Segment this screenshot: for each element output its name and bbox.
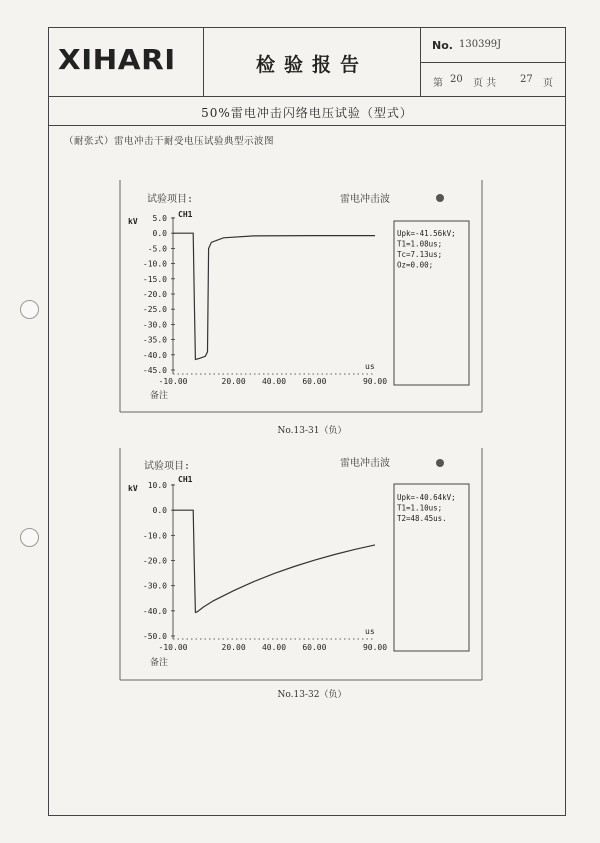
test-item-label: 试验项目:: [147, 194, 194, 205]
y-tick-label: 5.0: [152, 214, 167, 223]
title-cell: [204, 28, 421, 96]
report-number-label: No.: [432, 39, 453, 52]
y-unit-label: kV: [128, 484, 138, 493]
x-tick-label: 20.00: [221, 377, 246, 386]
y-tick-label: -10.0: [142, 259, 167, 269]
y-tick-label: -45.0: [142, 366, 167, 375]
y-axis: [143, 481, 175, 641]
oscillogram-2: [118, 448, 484, 684]
y-tick-label: -30.0: [142, 581, 167, 591]
readout-line: T2=48.45us.: [397, 514, 447, 523]
x-axis: [159, 377, 388, 386]
channel-label: CH1: [178, 475, 193, 484]
y-tick-label: -40.0: [142, 350, 167, 360]
x-tick-label: -10.00: [158, 643, 188, 652]
readout-line: T1=1.08us;: [397, 239, 443, 249]
y-tick-label: -25.0: [142, 305, 167, 315]
test-item-label: 试验项目:: [144, 461, 191, 472]
y-tick-label: -50.0: [142, 632, 167, 641]
waveform-trace: [173, 510, 375, 612]
x-unit-label: us: [365, 627, 375, 636]
waveform-trace: [173, 233, 375, 359]
section-title: 50%雷电冲击闪络电压试验（型式）: [201, 106, 413, 120]
readout-line: T1=1.10us;: [397, 503, 443, 513]
status-dot-icon: [436, 194, 444, 202]
y-axis: [143, 214, 175, 375]
readout-line: Upk=-41.56kV;: [397, 229, 456, 238]
report-number-value: 130399J: [459, 39, 502, 50]
y-tick-label: 0.0: [152, 229, 167, 239]
figure-subtitle: （耐张式）雷电冲击干耐受电压试验典型示波图: [64, 136, 275, 147]
readout-line: Oz=0.00;: [397, 260, 434, 270]
y-tick-label: 0.0: [152, 506, 167, 516]
y-tick-label: -35.0: [142, 335, 167, 345]
y-tick-label: -5.0: [147, 244, 167, 254]
oscillogram-1: [118, 180, 484, 416]
company-logo: XIHARI: [58, 43, 176, 76]
y-tick-label: -15.0: [142, 274, 167, 284]
page-current: 20: [450, 74, 463, 85]
y-tick-label: -10.0: [142, 531, 167, 541]
y-tick-label: -30.0: [142, 320, 167, 330]
x-tick-label: 40.00: [261, 643, 287, 652]
report-header: [49, 28, 565, 97]
x-tick-label: 40.00: [261, 377, 287, 386]
x-tick-label: 60.00: [302, 377, 327, 386]
doc-title: 检验报告: [255, 54, 368, 76]
figure-caption-2: No.13-32（负）: [277, 690, 347, 700]
y-tick-label: -20.0: [142, 556, 167, 566]
page-mid-text: 页 共: [473, 78, 497, 89]
binder-hole-top: [20, 300, 39, 319]
readout-text: [397, 229, 456, 270]
page-prefix: 第: [433, 78, 443, 89]
readout-text: [397, 493, 456, 523]
report-number-cell: [421, 28, 565, 63]
wave-label: 雷电冲击波: [340, 194, 390, 205]
logo-cell: [49, 28, 204, 96]
page-suffix: 页: [543, 78, 553, 89]
section-title-row: [49, 97, 565, 126]
wave-label: 雷电冲击波: [340, 458, 390, 469]
x-tick-label: 20.00: [221, 643, 246, 652]
x-tick-label: 90.00: [362, 377, 388, 386]
x-tick-label: -10.00: [158, 377, 188, 386]
y-tick-label: -20.0: [142, 290, 167, 299]
y-unit-label: kV: [128, 217, 138, 226]
page-total: 27: [520, 74, 533, 85]
page-number-cell: [421, 63, 565, 96]
y-tick-label: -40.0: [142, 606, 167, 616]
y-tick-label: 10.0: [147, 481, 167, 490]
binder-hole-bottom: [20, 528, 39, 547]
x-unit-label: us: [365, 362, 375, 371]
remark-label: 备注: [150, 658, 169, 668]
readout-line: Tc=7.13us;: [397, 250, 443, 259]
readout-line: Upk=-40.64kV;: [397, 493, 456, 502]
x-tick-label: 90.00: [362, 643, 388, 652]
channel-label: CH1: [178, 210, 193, 219]
figure-caption-1: No.13-31（负）: [277, 426, 347, 436]
x-tick-label: 60.00: [302, 643, 327, 652]
remark-label: 备注: [150, 391, 169, 401]
status-dot-icon: [436, 459, 444, 467]
x-axis: [159, 643, 388, 652]
